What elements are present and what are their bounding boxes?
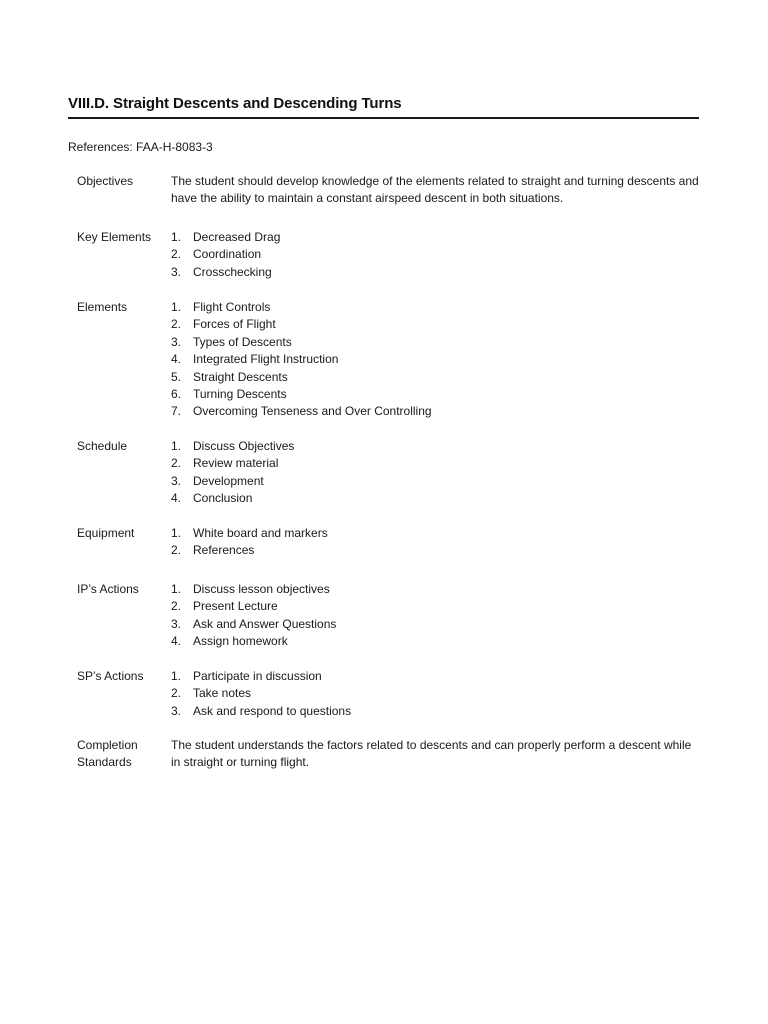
sp-actions-list xyxy=(171,668,351,720)
list-item xyxy=(171,473,294,490)
list-item xyxy=(171,490,294,507)
list-item-number: 2. xyxy=(171,317,182,332)
list-item-number: 3. xyxy=(171,703,182,718)
elements-label: Elements xyxy=(77,300,128,314)
list-item xyxy=(171,455,294,472)
list-item-text: Ask and respond to questions xyxy=(193,703,352,718)
list-item-number: 1. xyxy=(171,669,182,683)
list-item xyxy=(171,525,328,542)
list-item-text: Participate in discussion xyxy=(193,669,322,683)
list-item-text: Review material xyxy=(193,456,279,471)
list-item-number: 6. xyxy=(171,387,182,402)
list-item-number: 2. xyxy=(171,543,182,558)
list-item-number: 4. xyxy=(171,352,182,367)
list-item-number: 1. xyxy=(171,300,182,314)
list-item xyxy=(171,299,432,316)
list-item-text: Forces of Flight xyxy=(193,317,276,332)
list-item-number: 2. xyxy=(171,599,182,614)
elements-list xyxy=(171,299,432,421)
key-elements-list xyxy=(171,229,280,281)
list-item-number: 3. xyxy=(171,334,182,349)
completion-standards-text: The student understands the factors related to descents and can properly perform a descent while in straight or turning flight. xyxy=(171,738,692,770)
list-item-text: Development xyxy=(193,473,264,488)
list-item xyxy=(171,229,280,246)
list-item-number: 1. xyxy=(171,230,182,244)
list-item-text: Present Lecture xyxy=(193,599,278,614)
schedule-list xyxy=(171,438,294,508)
equipment-label: Equipment xyxy=(77,526,135,540)
list-item-number: 1. xyxy=(171,526,182,540)
ip-actions-list xyxy=(171,581,336,651)
list-item-text: Overcoming Tenseness and Over Controlling xyxy=(193,404,432,419)
list-item-number: 2. xyxy=(171,686,182,701)
list-item-text: Types of Descents xyxy=(193,334,292,349)
list-item xyxy=(171,598,336,615)
list-item xyxy=(171,685,351,702)
references-line: References: FAA-H-8083-3 xyxy=(68,140,213,154)
list-item-text: Conclusion xyxy=(193,491,253,506)
list-item xyxy=(171,386,432,403)
list-item-text: White board and markers xyxy=(193,526,328,540)
objectives-label: Objectives xyxy=(77,174,134,188)
list-item-text: Discuss lesson objectives xyxy=(193,582,330,596)
list-item-number: 7. xyxy=(171,404,182,419)
list-item-text: References xyxy=(193,543,255,558)
list-item-number: 2. xyxy=(171,247,182,262)
list-item xyxy=(171,334,432,351)
list-item-text: Crosschecking xyxy=(193,264,272,279)
list-item-number: 3. xyxy=(171,616,182,631)
list-item-number: 2. xyxy=(171,456,182,471)
list-item-number: 5. xyxy=(171,369,182,384)
list-item-number: 4. xyxy=(171,491,182,506)
list-item xyxy=(171,369,432,386)
list-item-text: Assign homework xyxy=(193,634,288,649)
list-item xyxy=(171,438,294,455)
list-item-text: Decreased Drag xyxy=(193,230,281,244)
equipment-list xyxy=(171,525,328,560)
list-item-number: 1. xyxy=(171,439,182,453)
page-title: VIII.D. Straight Descents and Descending Turns xyxy=(68,94,699,119)
list-item xyxy=(171,403,432,420)
list-item-text: Coordination xyxy=(193,247,262,262)
ip-actions-label: IP’s Actions xyxy=(77,582,139,596)
sp-actions-label: SP’s Actions xyxy=(77,669,144,683)
list-item-text: Integrated Flight Instruction xyxy=(193,352,339,367)
list-item xyxy=(171,542,328,559)
list-item-text: Turning Descents xyxy=(193,387,287,402)
objectives-text: The student should develop knowledge of the elements related to straight and turning descents and have the ability to maintain a constant airspeed descent in both situations. xyxy=(171,174,699,206)
list-item xyxy=(171,351,432,368)
list-item-number: 3. xyxy=(171,264,182,279)
list-item-text: Straight Descents xyxy=(193,369,288,384)
list-item xyxy=(171,246,280,263)
list-item xyxy=(171,616,336,633)
list-item xyxy=(171,668,351,685)
list-item xyxy=(171,316,432,333)
list-item xyxy=(171,703,351,720)
list-item-text: Flight Controls xyxy=(193,300,271,314)
list-item-text: Ask and Answer Questions xyxy=(193,616,337,631)
list-item-number: 3. xyxy=(171,473,182,488)
list-item-text: Take notes xyxy=(193,686,252,701)
list-item-text: Discuss Objectives xyxy=(193,439,295,453)
key-elements-label: Key Elements xyxy=(77,230,152,244)
list-item xyxy=(171,633,336,650)
list-item-number: 1. xyxy=(171,582,182,596)
list-item xyxy=(171,264,280,281)
list-item-number: 4. xyxy=(171,634,182,649)
schedule-label: Schedule xyxy=(77,439,128,453)
list-item xyxy=(171,581,336,598)
completion-standards-label: Completion Standards xyxy=(77,738,138,770)
